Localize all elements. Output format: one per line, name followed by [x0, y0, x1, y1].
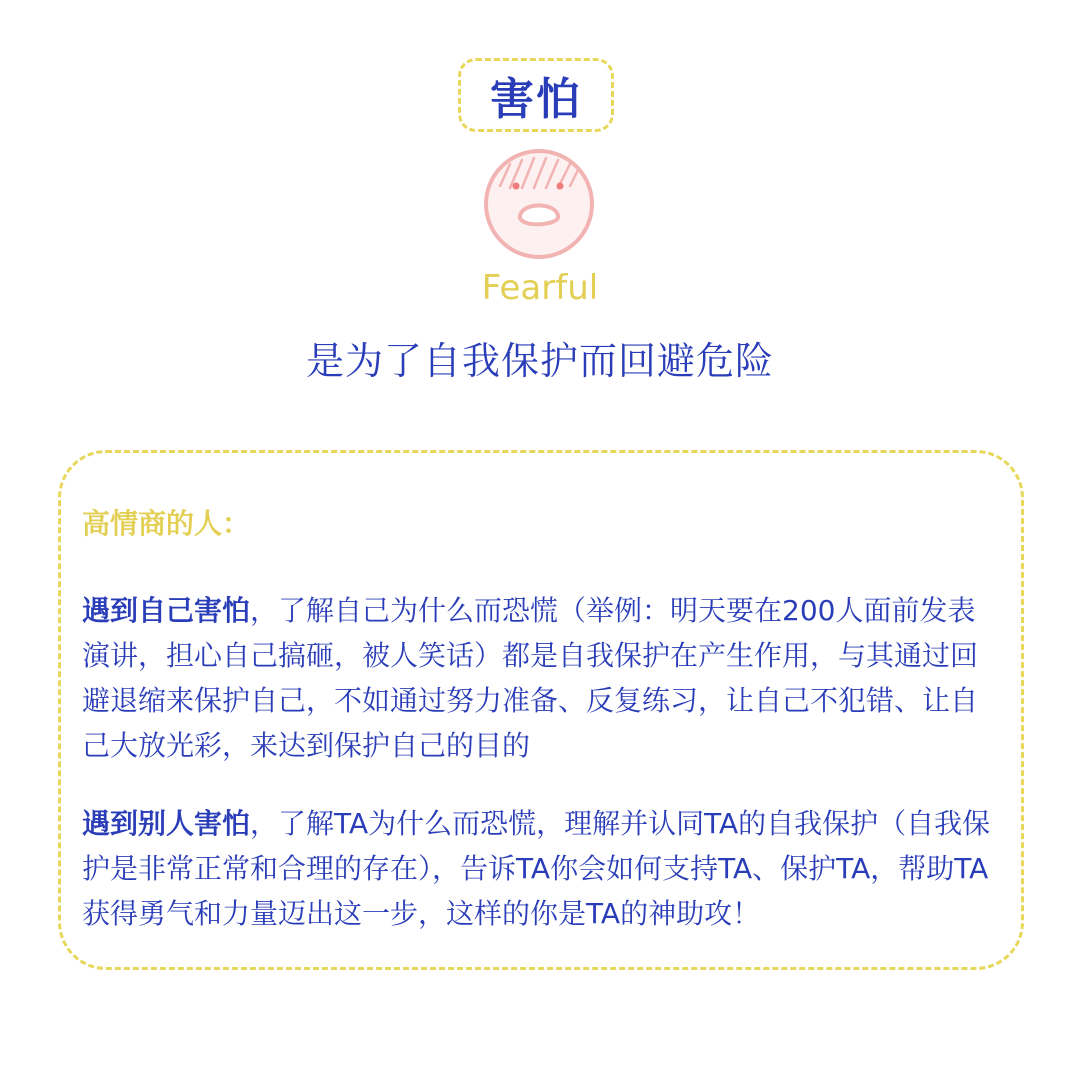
fearful-face-icon	[478, 146, 600, 262]
paragraph-lead: 遇到别人害怕	[82, 807, 251, 840]
english-label: Fearful	[481, 268, 599, 308]
paragraph-body: ，了解自己为什么而恐慌（举例：明天要在200人面前发表演讲，担心自己搞砸，被人笑话）都是自我保护在产生作用，与其通过回避退缩来保护自己，不如通过努力准备、反复练习，让自己不犯错、让自己大放光彩，来达到保护自己的目的	[82, 594, 979, 762]
page-title: 害怕	[490, 74, 582, 125]
paragraph-body: ，了解TA为什么而恐慌，理解并认同TA的自我保护（自我保护是非常正常和合理的存在），告诉TA你会如何支持TA、保护TA，帮助TA获得勇气和力量迈出这一步，这样的你是TA的神助攻！	[82, 807, 991, 930]
paragraph-others-fear	[82, 801, 1002, 936]
paragraph-self-fear	[82, 588, 1002, 768]
card-heading: 高情商的人：	[82, 507, 251, 540]
subtitle: 是为了自我保护而回避危险	[305, 339, 774, 383]
title-badge	[458, 58, 614, 132]
paragraph-lead: 遇到自己害怕	[82, 594, 251, 627]
